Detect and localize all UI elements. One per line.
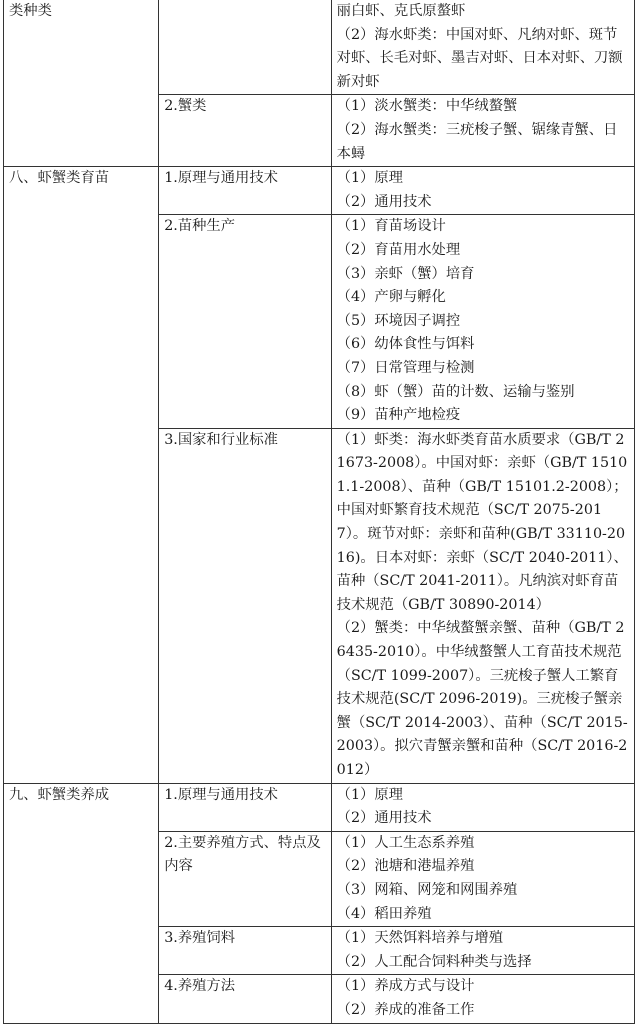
content-line: （2）通用技术 <box>336 810 432 827</box>
module-cell: 类种类 <box>4 0 159 167</box>
content-line: （6）幼体食性与饵料 <box>336 336 475 353</box>
content-line: （1）原理 <box>336 786 403 803</box>
topic-cell: 4.养殖方法 <box>159 975 331 1023</box>
topic-cell: 3.养殖饲料 <box>159 927 331 975</box>
table-row <box>4 0 635 95</box>
content-line: （9）苗种产地检疫 <box>336 407 461 424</box>
content-cell <box>331 783 634 831</box>
content-line: （7）日常管理与检测 <box>336 359 475 376</box>
content-line: （2）育苗用水处理 <box>336 241 461 258</box>
topic-cell: 1.原理与通用技术 <box>159 783 331 831</box>
content-line: （2）海水蟹类：三疣梭子蟹、锯缘青蟹、日本蟳 <box>336 121 618 162</box>
syllabus-table <box>3 0 635 1024</box>
topic-cell: 3.国家和行业标准 <box>159 428 331 783</box>
topic-cell: 2.主要养殖方式、特点及内容 <box>159 831 331 926</box>
content-line: （1）人工生态系养殖 <box>336 834 475 851</box>
topic-cell: 1.原理与通用技术 <box>159 167 331 215</box>
content-line: （2）人工配合饲料种类与选择 <box>336 953 532 970</box>
content-cell <box>331 428 634 783</box>
content-line: （1）养成方式与设计 <box>336 978 475 995</box>
topic-cell: 2.苗种生产 <box>159 215 331 428</box>
content-line: （1）虾类：海水虾类育苗水质要求（GB/T 21673-2008）。中国对虾：亲虾（GB/T 15101.1-2008）、苗种（GB/T 15101.2-2008）；中国对虾繁育技术规范（SC/T 2075-2017）。斑节对虾：亲虾和苗种(GB/T 33110-2016)。日本对虾：亲虾（SC/T 2040-2011）、苗种（SC/T 2041-2011）。凡纳滨对虾育苗技术规范（GB/T 30890-2014） <box>336 431 628 613</box>
content-line: （1）原理 <box>336 170 403 187</box>
content-line: （3）网箱、网笼和网围养殖 <box>336 881 518 898</box>
module-cell: 八、虾蟹类育苗 <box>4 167 159 783</box>
content-cell <box>331 0 634 95</box>
content-line: （5）环境因子调控 <box>336 312 461 329</box>
content-line: （1）育苗场设计 <box>336 218 446 235</box>
content-line: （1）淡水蟹类：中华绒螯蟹 <box>336 98 518 115</box>
table-row <box>4 167 635 215</box>
content-cell <box>331 95 634 167</box>
content-line: （2）池塘和港塭养殖 <box>336 858 475 875</box>
content-cell <box>331 831 634 926</box>
content-line: （3）亲虾（蟹）培育 <box>336 265 475 282</box>
content-line: （2）蟹类：中华绒螯蟹亲蟹、苗种（GB/T 26435-2010）。中华绒螯蟹人工育苗技术规范（SC/T 1099-2007）。三疣梭子蟹人工繁育技术规范(SC/T 2096-2019)。三疣梭子蟹亲蟹（SC/T 2014-2003）、苗种（SC/T 2015-2003）。拟穴青蟹亲蟹和苗种（SC/T 2016-2012） <box>336 620 628 778</box>
module-cell: 九、虾蟹类养成 <box>4 783 159 1023</box>
topic-cell <box>159 0 331 95</box>
content-cell <box>331 975 634 1023</box>
content-line: （4）产卵与孵化 <box>336 289 446 306</box>
content-line: （2）海水虾类：中国对虾、凡纳对虾、斑节对虾、长毛对虾、墨吉对虾、日本对虾、刀额新对虾 <box>336 26 623 90</box>
content-line: （2）养成的准备工作 <box>336 1001 475 1018</box>
topic-cell: 2.蟹类 <box>159 95 331 167</box>
content-cell <box>331 215 634 428</box>
content-line: （2）通用技术 <box>336 193 432 210</box>
content-cell <box>331 167 634 215</box>
table-row <box>4 783 635 831</box>
content-cell <box>331 927 634 975</box>
content-line: （1）天然饵料培养与增殖 <box>336 930 504 947</box>
content-line: （4）稻田养殖 <box>336 905 432 922</box>
content-line: 丽白虾、克氏原螯虾 <box>336 3 466 19</box>
content-line: （8）虾（蟹）苗的计数、运输与鉴别 <box>336 383 575 400</box>
